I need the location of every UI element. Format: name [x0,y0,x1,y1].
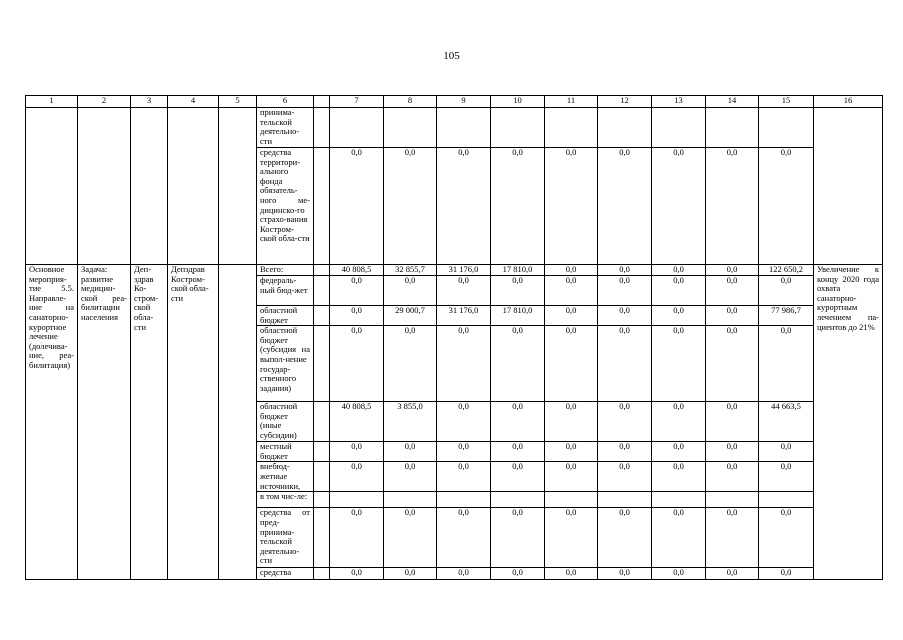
amount-cell [491,492,545,508]
amount-cell: 0,0 [652,276,706,306]
amount-cell: 122 650,2 [759,265,814,276]
empty-cell [219,108,257,265]
empty-cell [314,568,330,580]
page-number: 105 [443,50,460,62]
amount-cell: 0,0 [598,568,652,580]
funding-source-cell: федераль-ный бюд-жет [257,276,314,306]
amount-cell [545,108,598,148]
amount-cell: 0,0 [330,148,384,265]
amount-cell: 0,0 [545,568,598,580]
column-number: 15 [759,96,814,108]
column-number: 1 [26,96,78,108]
amount-cell [330,108,384,148]
amount-cell [598,492,652,508]
amount-cell: 0,0 [491,326,545,402]
empty-cell [314,265,330,276]
amount-cell: 0,0 [706,402,759,442]
empty-cell [131,108,168,265]
empty-cell [314,326,330,402]
amount-cell: 0,0 [384,568,437,580]
amount-cell [706,492,759,508]
amount-cell: 0,0 [652,568,706,580]
amount-cell [545,492,598,508]
amount-cell: 0,0 [652,508,706,568]
amount-cell: 0,0 [384,276,437,306]
amount-cell: 3 855,0 [384,402,437,442]
amount-cell: 0,0 [491,276,545,306]
empty-cell [314,508,330,568]
amount-cell: 29 000,7 [384,306,437,326]
amount-cell: 0,0 [384,462,437,492]
amount-cell [759,492,814,508]
amount-cell: 0,0 [706,306,759,326]
coexecutor-cell: Депздрав Костром-ской обла-сти [168,265,219,580]
amount-cell: 0,0 [330,326,384,402]
amount-cell: 0,0 [759,508,814,568]
amount-cell: 0,0 [759,326,814,402]
column-number: 5 [219,96,257,108]
funding-source-cell: областной бюджет (субсидия на выпол-нение государ-ственного задания) [257,326,314,402]
amount-cell: 0,0 [598,148,652,265]
amount-cell: 0,0 [437,508,491,568]
amount-cell: 0,0 [706,568,759,580]
empty-cell [314,402,330,442]
funding-source-cell: областной бюджет (иные субсидии) [257,402,314,442]
amount-cell: 0,0 [384,148,437,265]
amount-cell: 0,0 [598,508,652,568]
column-number: 11 [545,96,598,108]
amount-cell: 0,0 [652,462,706,492]
amount-cell: 0,0 [759,148,814,265]
column-number: 3 [131,96,168,108]
column-number: 6 [257,96,314,108]
funding-source-cell: внебюд-жетные источники, [257,462,314,492]
amount-cell: 0,0 [706,148,759,265]
amount-cell: 0,0 [706,276,759,306]
funding-source-cell: средства [257,568,314,580]
funding-source-cell: средства от пред-принима-тельской деятельно-сти [257,508,314,568]
amount-cell: 0,0 [384,442,437,462]
amount-cell: 0,0 [491,442,545,462]
amount-cell: 17 810,0 [491,265,545,276]
amount-cell: 0,0 [330,442,384,462]
amount-cell: 0,0 [652,402,706,442]
amount-cell [384,492,437,508]
amount-cell: 0,0 [330,462,384,492]
column-number: 7 [330,96,384,108]
amount-cell: 0,0 [545,402,598,442]
empty-cell [314,276,330,306]
amount-cell: 0,0 [598,276,652,306]
funding-source-cell: в том чис-ле: [257,492,314,508]
amount-cell: 40 808,5 [330,402,384,442]
amount-cell: 0,0 [330,306,384,326]
budget-table [25,95,883,580]
amount-cell: 0,0 [706,508,759,568]
empty-cell [26,108,78,265]
executor-cell: Деп-здрав Ко-стром-ской обла-сти [131,265,168,580]
empty-cell [314,108,330,148]
amount-cell: 0,0 [330,276,384,306]
column-number: 12 [598,96,652,108]
amount-cell: 0,0 [491,148,545,265]
amount-cell: 0,0 [437,442,491,462]
amount-cell: 0,0 [545,276,598,306]
amount-cell [598,108,652,148]
empty-cell [314,462,330,492]
empty-cell [314,306,330,326]
funding-source-cell: Всего: [257,265,314,276]
amount-cell: 31 176,0 [437,306,491,326]
continued-row [26,108,883,148]
amount-cell: 0,0 [759,442,814,462]
amount-cell: 40 808,5 [330,265,384,276]
amount-cell: 0,0 [437,148,491,265]
empty-cell [314,148,330,265]
funding-source-cell: принима-тельской деятельно-сти [257,108,314,148]
amount-cell: 0,0 [437,568,491,580]
empty-cell [314,492,330,508]
amount-cell: 44 663,5 [759,402,814,442]
amount-cell: 77 986,7 [759,306,814,326]
amount-cell: 0,0 [598,402,652,442]
amount-cell: 0,0 [491,508,545,568]
amount-cell: 0,0 [545,442,598,462]
column-number: 8 [384,96,437,108]
column-header-row [26,96,883,108]
empty-cell [814,108,883,265]
column-number: 13 [652,96,706,108]
amount-cell: 0,0 [706,326,759,402]
amount-cell: 0,0 [652,326,706,402]
amount-cell: 32 855,7 [384,265,437,276]
amount-cell [491,108,545,148]
amount-cell: 0,0 [545,326,598,402]
amount-cell [437,492,491,508]
column-number: 2 [78,96,131,108]
amount-cell: 0,0 [598,265,652,276]
amount-cell: 0,0 [330,568,384,580]
amount-cell [437,108,491,148]
amount-cell: 0,0 [598,442,652,462]
amount-cell: 0,0 [384,326,437,402]
amount-cell: 0,0 [759,568,814,580]
amount-cell: 0,0 [330,508,384,568]
task-cell: Задача: развитие медицин-ской реа-билитации населения [78,265,131,580]
amount-cell: 0,0 [491,402,545,442]
amount-cell: 0,0 [759,462,814,492]
expected-result-cell: Увеличение к концу 2020 года охвата санаторно-курортным лечением па-циентов до 21% [814,265,883,580]
amount-cell: 0,0 [706,462,759,492]
amount-cell: 0,0 [491,568,545,580]
amount-cell: 0,0 [545,148,598,265]
amount-cell: 0,0 [706,265,759,276]
funding-source-cell: областной бюджет [257,306,314,326]
column-number: 4 [168,96,219,108]
amount-cell: 0,0 [491,462,545,492]
amount-cell: 31 176,0 [437,265,491,276]
column-number: 16 [814,96,883,108]
amount-cell: 0,0 [437,462,491,492]
column-number: 14 [706,96,759,108]
funding-source-cell: местный бюджет [257,442,314,462]
amount-cell: 0,0 [706,442,759,462]
empty-cell [219,265,257,580]
amount-cell [330,492,384,508]
amount-cell: 17 810,0 [491,306,545,326]
amount-cell: 0,0 [437,276,491,306]
measure-name-cell: Основное мероприя-тие 5.5. Направле-ние на санаторно-курортное лечение (долечива-ние, реа-билитация) [26,265,78,580]
column-number [314,96,330,108]
amount-cell: 0,0 [652,265,706,276]
amount-cell: 0,0 [545,306,598,326]
funding-row [26,265,883,276]
funding-source-cell: средства территори-ального фонда обязатель-ного ме-дицинско-го страхо-вания Костром-ской обла-сти [257,148,314,265]
amount-cell [652,108,706,148]
empty-cell [78,108,131,265]
amount-cell [384,108,437,148]
amount-cell [759,108,814,148]
empty-cell [314,442,330,462]
amount-cell [706,108,759,148]
amount-cell: 0,0 [598,462,652,492]
amount-cell: 0,0 [652,306,706,326]
amount-cell: 0,0 [652,442,706,462]
amount-cell: 0,0 [759,276,814,306]
amount-cell: 0,0 [598,306,652,326]
column-number: 10 [491,96,545,108]
amount-cell: 0,0 [545,265,598,276]
amount-cell: 0,0 [545,508,598,568]
column-number: 9 [437,96,491,108]
amount-cell: 0,0 [598,326,652,402]
amount-cell: 0,0 [384,508,437,568]
empty-cell [168,108,219,265]
amount-cell [652,492,706,508]
amount-cell: 0,0 [437,326,491,402]
amount-cell: 0,0 [437,402,491,442]
amount-cell: 0,0 [545,462,598,492]
amount-cell: 0,0 [652,148,706,265]
